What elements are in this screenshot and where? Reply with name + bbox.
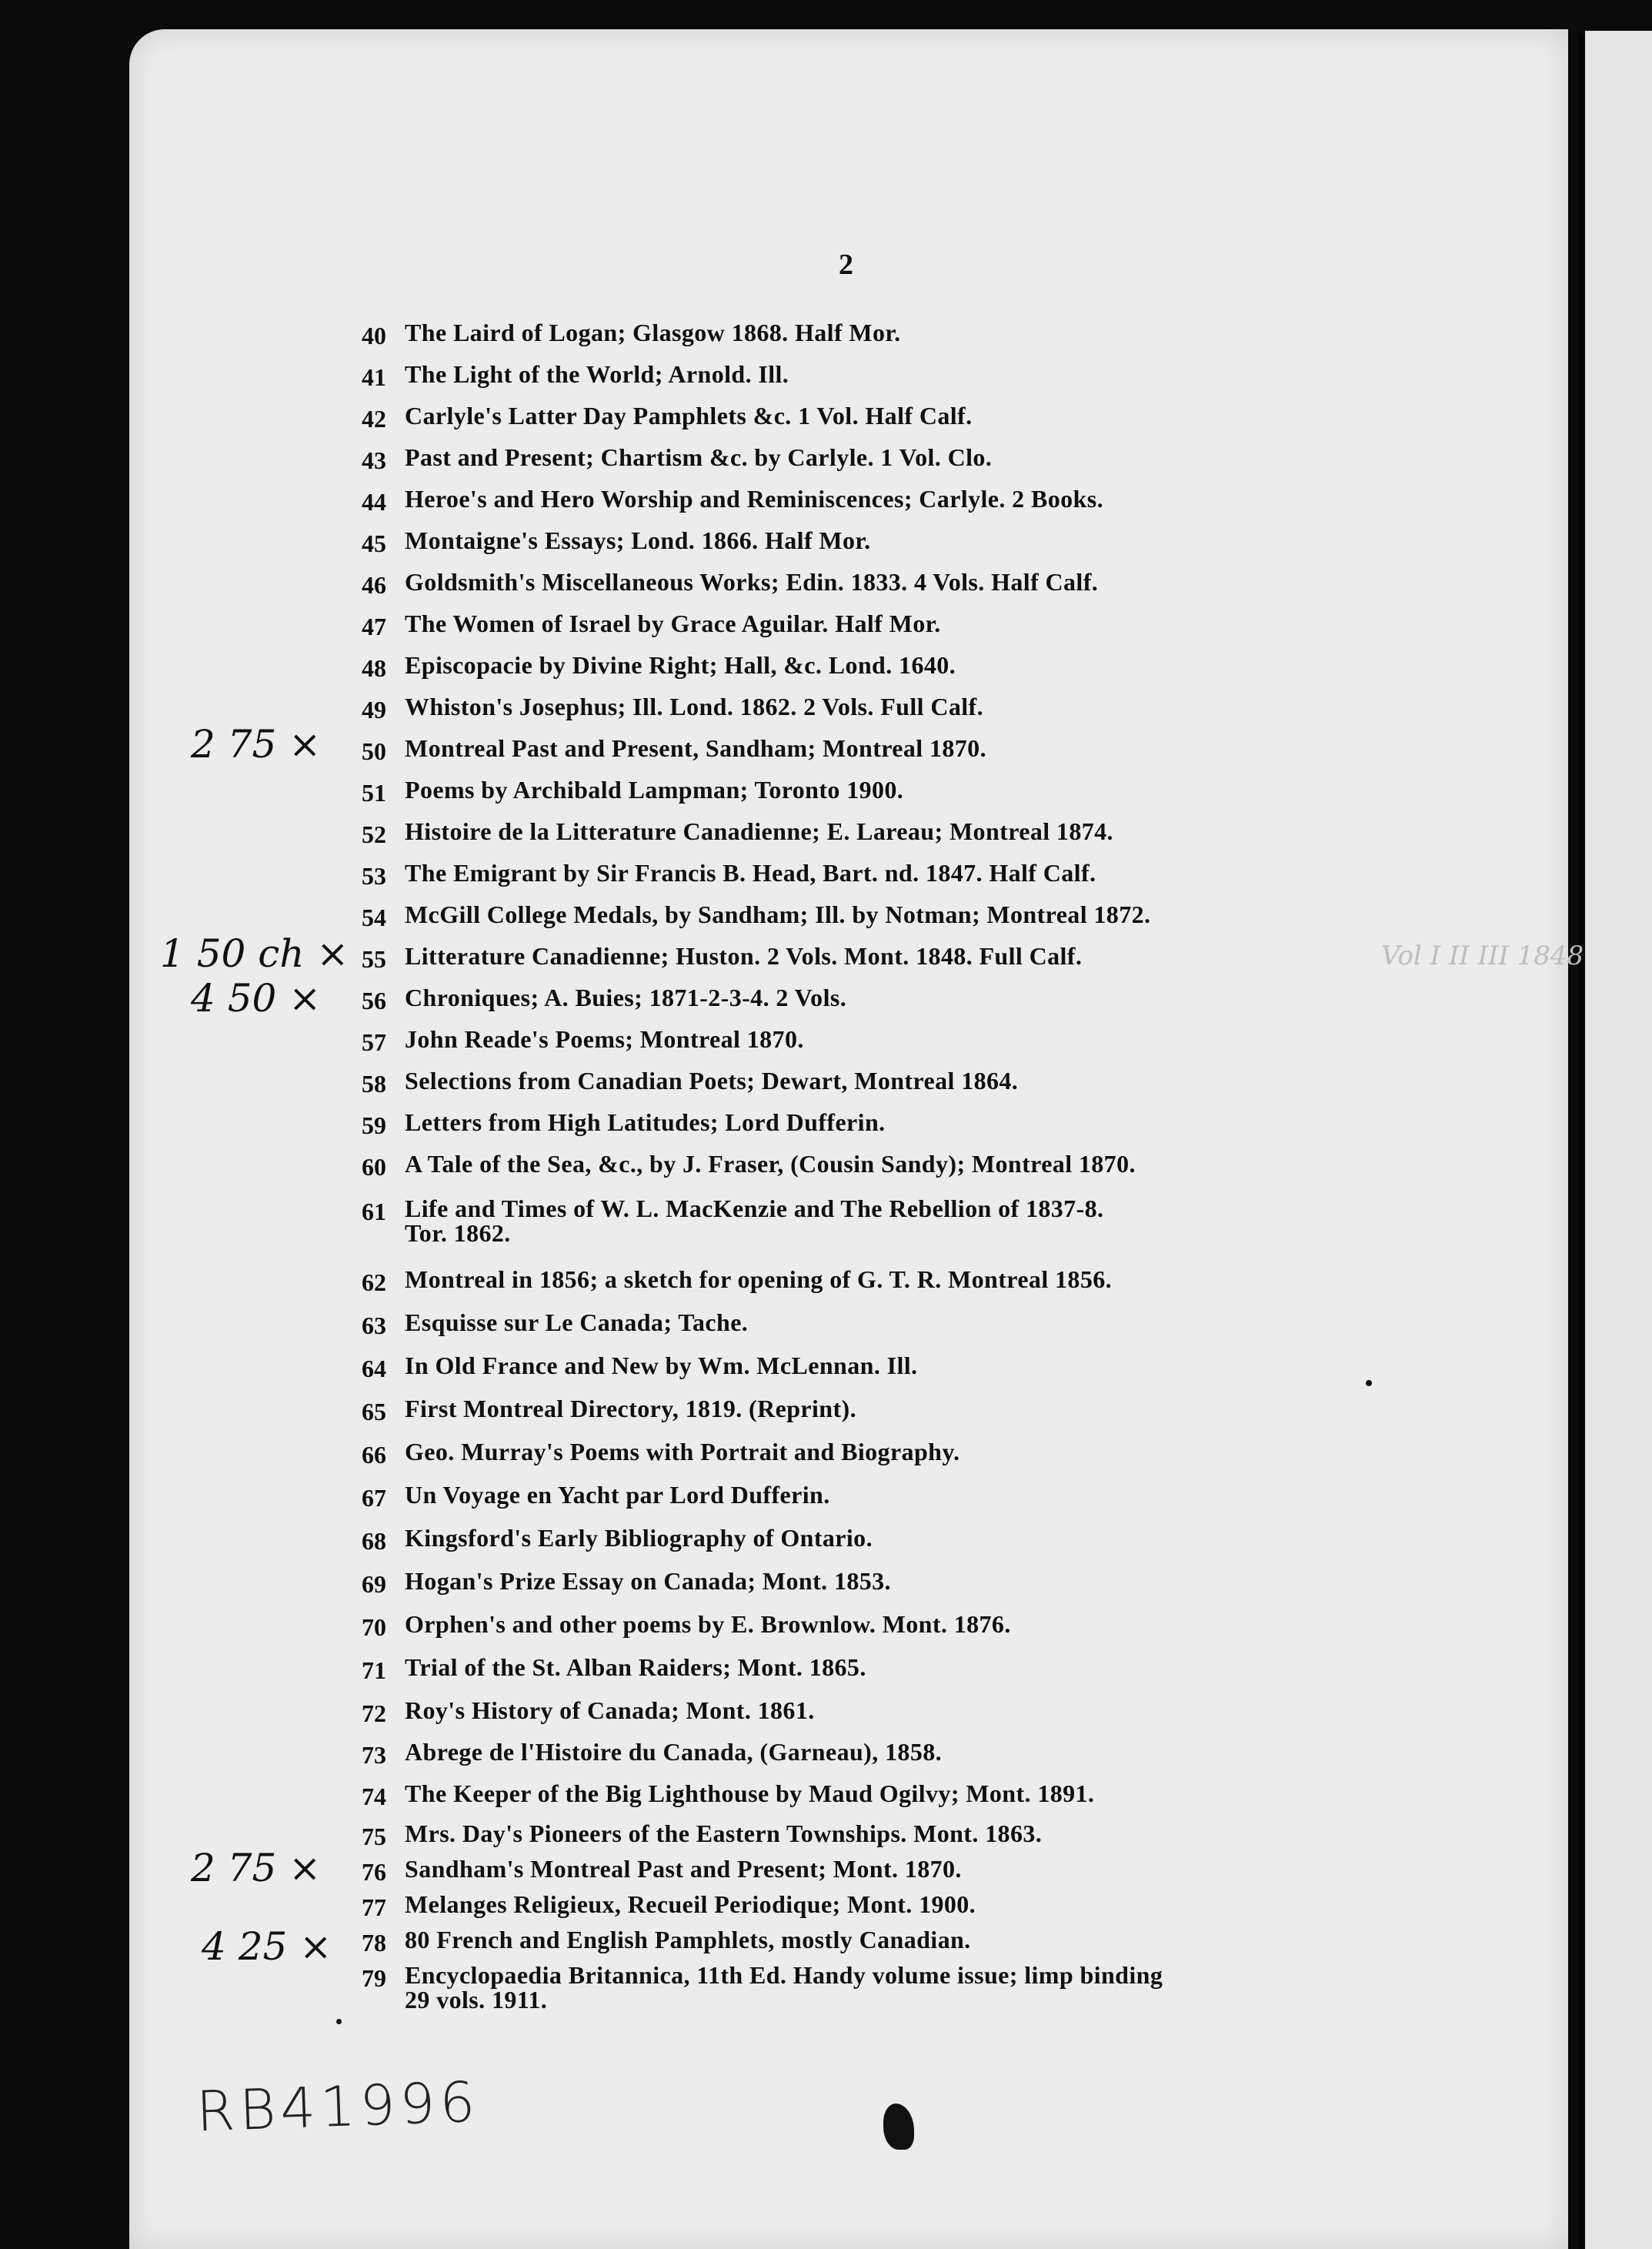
entry-description: Heroe's and Hero Worship and Reminiscences; Carlyle. 2 Books. <box>405 485 1103 513</box>
entry-description: John Reade's Poems; Montreal 1870. <box>405 1025 804 1053</box>
entry-number: 55 <box>362 945 386 973</box>
entry-description: Montaigne's Essays; Lond. 1866. Half Mor. <box>405 526 871 554</box>
entry-description: The Keeper of the Big Lighthouse by Maud Ogilvy; Mont. 1891. <box>405 1779 1095 1807</box>
entry-number: 78 <box>362 1929 386 1957</box>
entry-description: A Tale of the Sea, &c., by J. Fraser, (Cousin Sandy); Montreal 1870. <box>405 1150 1136 1178</box>
entry-number: 54 <box>362 904 386 931</box>
entry-number: 76 <box>362 1858 386 1886</box>
entry-description: Montreal Past and Present, Sandham; Montreal 1870. <box>405 734 986 762</box>
entry-number: 60 <box>362 1153 386 1181</box>
entry-description: Litterature Canadienne; Huston. 2 Vols. Mont. 1848. Full Calf. <box>405 942 1083 970</box>
entry-number: 59 <box>362 1111 386 1139</box>
entry-description: The Laird of Logan; Glasgow 1868. Half Mor. <box>405 319 901 346</box>
handwritten-volume-note: Vol I II III 1848 <box>1381 941 1584 971</box>
entry-number: 75 <box>362 1823 386 1850</box>
entry-number: 41 <box>362 363 386 391</box>
entry-description: Orphen's and other poems by E. Brownlow. Mont. 1876. <box>405 1610 1011 1638</box>
entry-description: Poems by Archibald Lampman; Toronto 1900. <box>405 776 904 804</box>
entry-number: 74 <box>362 1783 386 1810</box>
ink-speck <box>1366 1380 1372 1386</box>
handwritten-price-78: 4 25 × <box>202 1924 332 1969</box>
handwritten-catalog-number: RB41996 <box>195 2069 481 2144</box>
entry-description: Melanges Religieux, Recueil Periodique; Mont. 1900. <box>405 1890 976 1918</box>
entry-number: 65 <box>362 1398 386 1425</box>
entry-number: 58 <box>362 1070 386 1098</box>
entry-number: 48 <box>362 654 386 682</box>
page-number: 2 <box>839 249 853 281</box>
entry-number: 71 <box>362 1656 386 1684</box>
entry-description: Esquisse sur Le Canada; Tache. <box>405 1308 749 1336</box>
entry-number: 57 <box>362 1028 386 1056</box>
entry-description: The Emigrant by Sir Francis B. Head, Bart. nd. 1847. Half Calf. <box>405 859 1096 887</box>
entry-description: Roy's History of Canada; Mont. 1861. <box>405 1696 815 1724</box>
entry-description: Geo. Murray's Poems with Portrait and Biography. <box>405 1438 960 1465</box>
entry-number: 62 <box>362 1268 386 1296</box>
entry-number: 56 <box>362 987 386 1014</box>
entry-description: Hogan's Prize Essay on Canada; Mont. 1853. <box>405 1567 891 1595</box>
entry-description: Chroniques; A. Buies; 1871-2-3-4. 2 Vols. <box>405 984 847 1011</box>
entry-description: Trial of the St. Alban Raiders; Mont. 1865. <box>405 1653 866 1681</box>
entry-number: 68 <box>362 1527 386 1555</box>
entry-number: 45 <box>362 530 386 557</box>
entry-description: Sandham's Montreal Past and Present; Mont. 1870. <box>405 1855 962 1883</box>
handwritten-price-56: 4 50 × <box>191 976 322 1021</box>
entry-number: 67 <box>362 1484 386 1512</box>
entry-description: McGill College Medals, by Sandham; Ill. by Notman; Montreal 1872. <box>405 901 1151 928</box>
entry-number: 69 <box>362 1570 386 1598</box>
entry-number: 77 <box>362 1893 386 1921</box>
entry-description: Letters from High Latitudes; Lord Dufferin. <box>405 1108 886 1136</box>
entry-description: The Women of Israel by Grace Aguilar. Half Mor. <box>405 610 941 637</box>
entry-description: Mrs. Day's Pioneers of the Eastern Townships. Mont. 1863. <box>405 1820 1043 1847</box>
entry-number: 73 <box>362 1741 386 1769</box>
entry-number: 47 <box>362 613 386 640</box>
entry-number: 63 <box>362 1312 386 1339</box>
entry-description: Life and Times of W. L. MacKenzie and The Rebellion of 1837-8. Tor. 1862. <box>405 1195 1104 1247</box>
entry-description: Histoire de la Litterature Canadienne; E. Lareau; Montreal 1874. <box>405 817 1113 845</box>
entry-description: Montreal in 1856; a sketch for opening of G. T. R. Montreal 1856. <box>405 1265 1113 1293</box>
entry-number: 66 <box>362 1441 386 1469</box>
entry-number: 53 <box>362 862 386 890</box>
entry-number: 79 <box>362 1964 386 1992</box>
entry-description: First Montreal Directory, 1819. (Reprint). <box>405 1395 857 1422</box>
entry-description: Goldsmith's Miscellaneous Works; Edin. 1833. 4 Vols. Half Calf. <box>405 568 1099 596</box>
handwritten-price-50: 2 75 × <box>191 722 322 767</box>
entry-number: 50 <box>362 737 386 765</box>
entry-number: 51 <box>362 779 386 807</box>
entry-description: Episcopacie by Divine Right; Hall, &c. Lond. 1640. <box>405 651 956 679</box>
entry-number: 49 <box>362 696 386 723</box>
entry-number: 70 <box>362 1613 386 1641</box>
entry-description: Carlyle's Latter Day Pamphlets &c. 1 Vol. Half Calf. <box>405 402 973 429</box>
entry-description: In Old France and New by Wm. McLennan. Ill. <box>405 1352 918 1379</box>
handwritten-price-76: 2 75 × <box>191 1846 322 1890</box>
entry-number: 44 <box>362 488 386 516</box>
entry-description: Whiston's Josephus; Ill. Lond. 1862. 2 Vols. Full Calf. <box>405 693 983 720</box>
entry-number: 52 <box>362 820 386 848</box>
entry-description: Past and Present; Chartism &c. by Carlyle. 1 Vol. Clo. <box>405 443 993 471</box>
handwritten-price-55: 1 50 ch × <box>160 931 349 976</box>
entry-number: 61 <box>362 1198 386 1225</box>
entry-number: 43 <box>362 446 386 474</box>
entry-number: 40 <box>362 322 386 349</box>
entry-description: Kingsford's Early Bibliography of Ontario. <box>405 1524 873 1552</box>
ink-speck <box>336 2019 342 2024</box>
entry-description: Selections from Canadian Poets; Dewart, Montreal 1864. <box>405 1067 1019 1094</box>
entry-number: 46 <box>362 571 386 599</box>
entry-number: 42 <box>362 405 386 433</box>
entry-description: 80 French and English Pamphlets, mostly Canadian. <box>405 1926 971 1953</box>
entry-description: Encyclopaedia Britannica, 11th Ed. Handy volume issue; limp binding 29 vols. 1911. <box>405 1961 1163 2013</box>
entry-description: The Light of the World; Arnold. Ill. <box>405 360 789 388</box>
entry-number: 64 <box>362 1355 386 1382</box>
entry-number: 72 <box>362 1699 386 1727</box>
entry-description: Un Voyage en Yacht par Lord Dufferin. <box>405 1481 830 1509</box>
entry-description: Abrege de l'Histoire du Canada, (Garneau), 1858. <box>405 1738 943 1766</box>
